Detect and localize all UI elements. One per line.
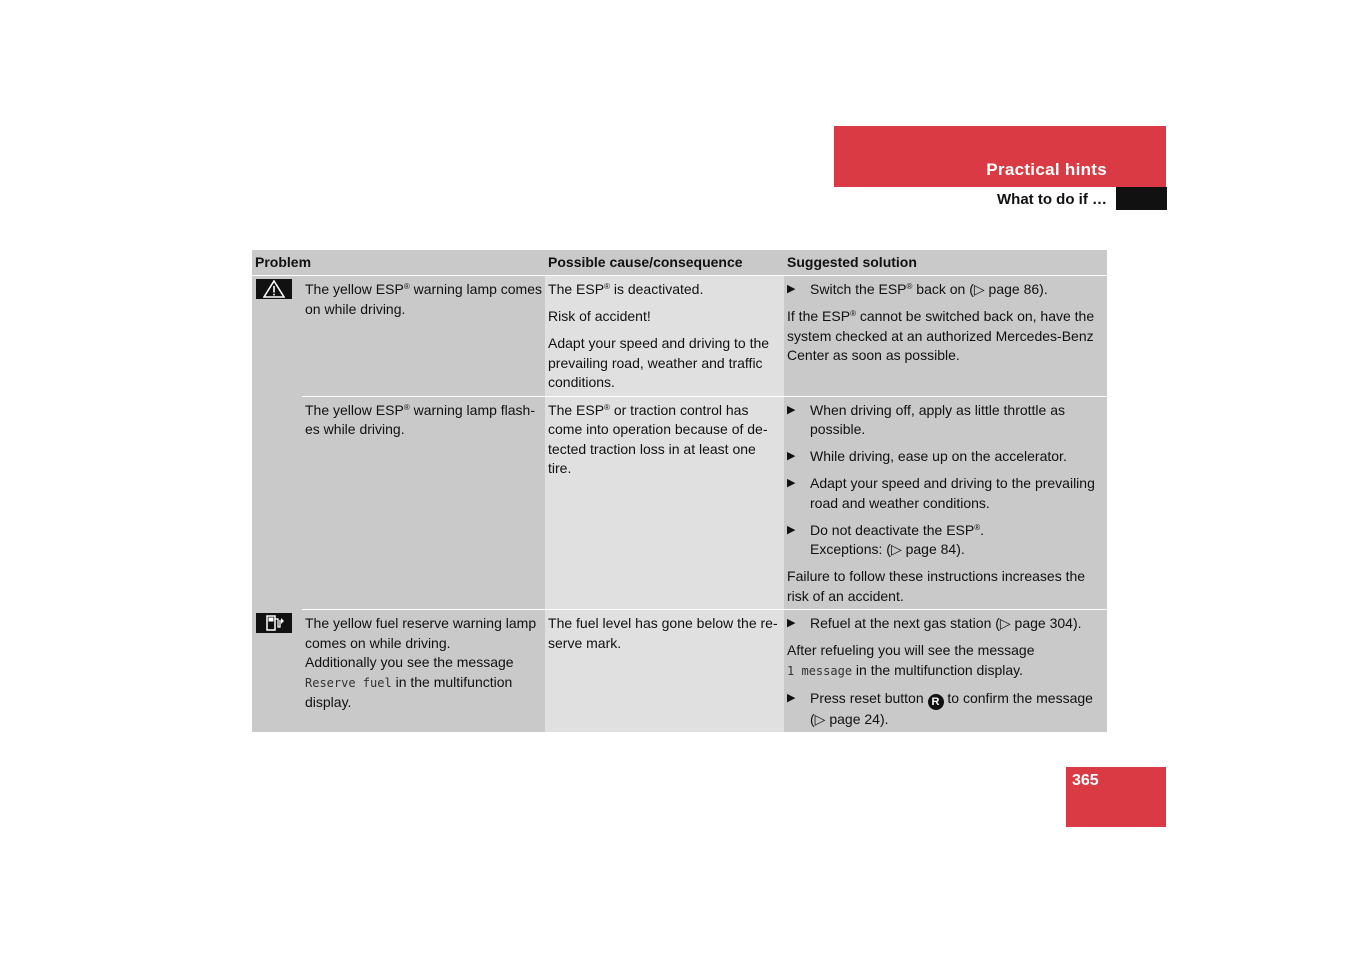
- cause-cell: The ESP® is deactivated. Risk of accident! Adapt your speed and driving to the prevailing road, weather and traffic conditions.: [545, 276, 784, 397]
- solution-step: ▶ Press reset button R to confirm the message (▷ page 24).: [787, 689, 1104, 730]
- solution-cell: [784, 396, 1107, 610]
- problem-cell: The yellow ESP® warning lamp flash-es while driving.: [302, 396, 545, 610]
- bullet-triangle-icon: ▶: [787, 691, 796, 704]
- solution-step: ▶ Switch the ESP® back on (▷ page 86).: [787, 280, 1104, 300]
- page-number: 365: [1072, 772, 1099, 789]
- solution-step: ▶ Refuel at the next gas station (▷ page 304).: [787, 614, 1104, 634]
- solution-cell: ▶ Refuel at the next gas station (▷ page 304). After refueling you will see the message 1 message in the multifunction display. ▶ Press reset button R to confirm the message (▷ page 24).: [784, 610, 1107, 733]
- bullet-triangle-icon: ▶: [787, 450, 796, 462]
- cause-text: Adapt your speed and driving to the prevailing road, weather and traffic conditions.: [548, 335, 770, 390]
- fuel-icon-cell: [252, 610, 302, 733]
- display-message: Reserve fuel: [305, 675, 392, 690]
- table-header-row: [252, 250, 1107, 276]
- solution-step: ▶ Adapt your speed and driving to the prevailing road and weather conditions.: [787, 474, 1104, 513]
- bullet-triangle-icon: ▶: [787, 617, 796, 629]
- esp-icon-cell: [252, 276, 302, 610]
- esp-warning-icon: [256, 279, 292, 299]
- fuel-pump-icon: [256, 613, 292, 633]
- display-message: 1 message: [787, 663, 853, 678]
- solution-step: ▶ Do not deactivate the ESP®. Exceptions: (▷ page 84).: [787, 521, 1104, 560]
- solution-cell: ▶ Switch the ESP® back on (▷ page 86). If the ESP® cannot be switched back on, have the system checked at an authorized Mercedes-Benz Center as soon as possible.: [784, 276, 1107, 397]
- bullet-triangle-icon: ▶: [787, 523, 796, 536]
- bullet-triangle-icon: ▶: [787, 403, 796, 416]
- cause-text: Risk of accident!: [548, 308, 651, 324]
- cause-cell: The fuel level has gone below the re-serve mark.: [545, 610, 784, 733]
- table-row: [252, 396, 1107, 610]
- cause-cell: The ESP® or traction control has come into operation because of de-tected traction loss in at least one tire.: [545, 396, 784, 610]
- header-problem: Problem: [252, 250, 545, 276]
- problem-cell: The yellow ESP® warning lamp comes on while driving.: [302, 276, 545, 397]
- problem-cell: The yellow fuel reserve warning lamp comes on while driving. Additionally you see the message Reserve fuel in the multifunction display.: [302, 610, 545, 733]
- solution-step: ▶ When driving off, apply as little throttle as possible.: [787, 401, 1104, 440]
- table-row: [252, 610, 1107, 733]
- header-black-tab: [1116, 187, 1167, 210]
- subsection-title: What to do if …: [997, 191, 1107, 208]
- header-solution: Suggested solution: [784, 250, 1107, 276]
- bullet-triangle-icon: ▶: [787, 477, 796, 489]
- header-cause: Possible cause/consequence: [545, 250, 784, 276]
- section-title: Practical hints: [986, 160, 1107, 179]
- bullet-triangle-icon: ▶: [787, 283, 796, 295]
- solution-note: Failure to follow these instructions increases the risk of an accident.: [787, 568, 1086, 604]
- reset-button-icon: R: [928, 694, 944, 710]
- table-row: [252, 276, 1107, 397]
- problem-table: [252, 250, 1107, 732]
- solution-step: ▶ While driving, ease up on the accelerator.: [787, 447, 1104, 467]
